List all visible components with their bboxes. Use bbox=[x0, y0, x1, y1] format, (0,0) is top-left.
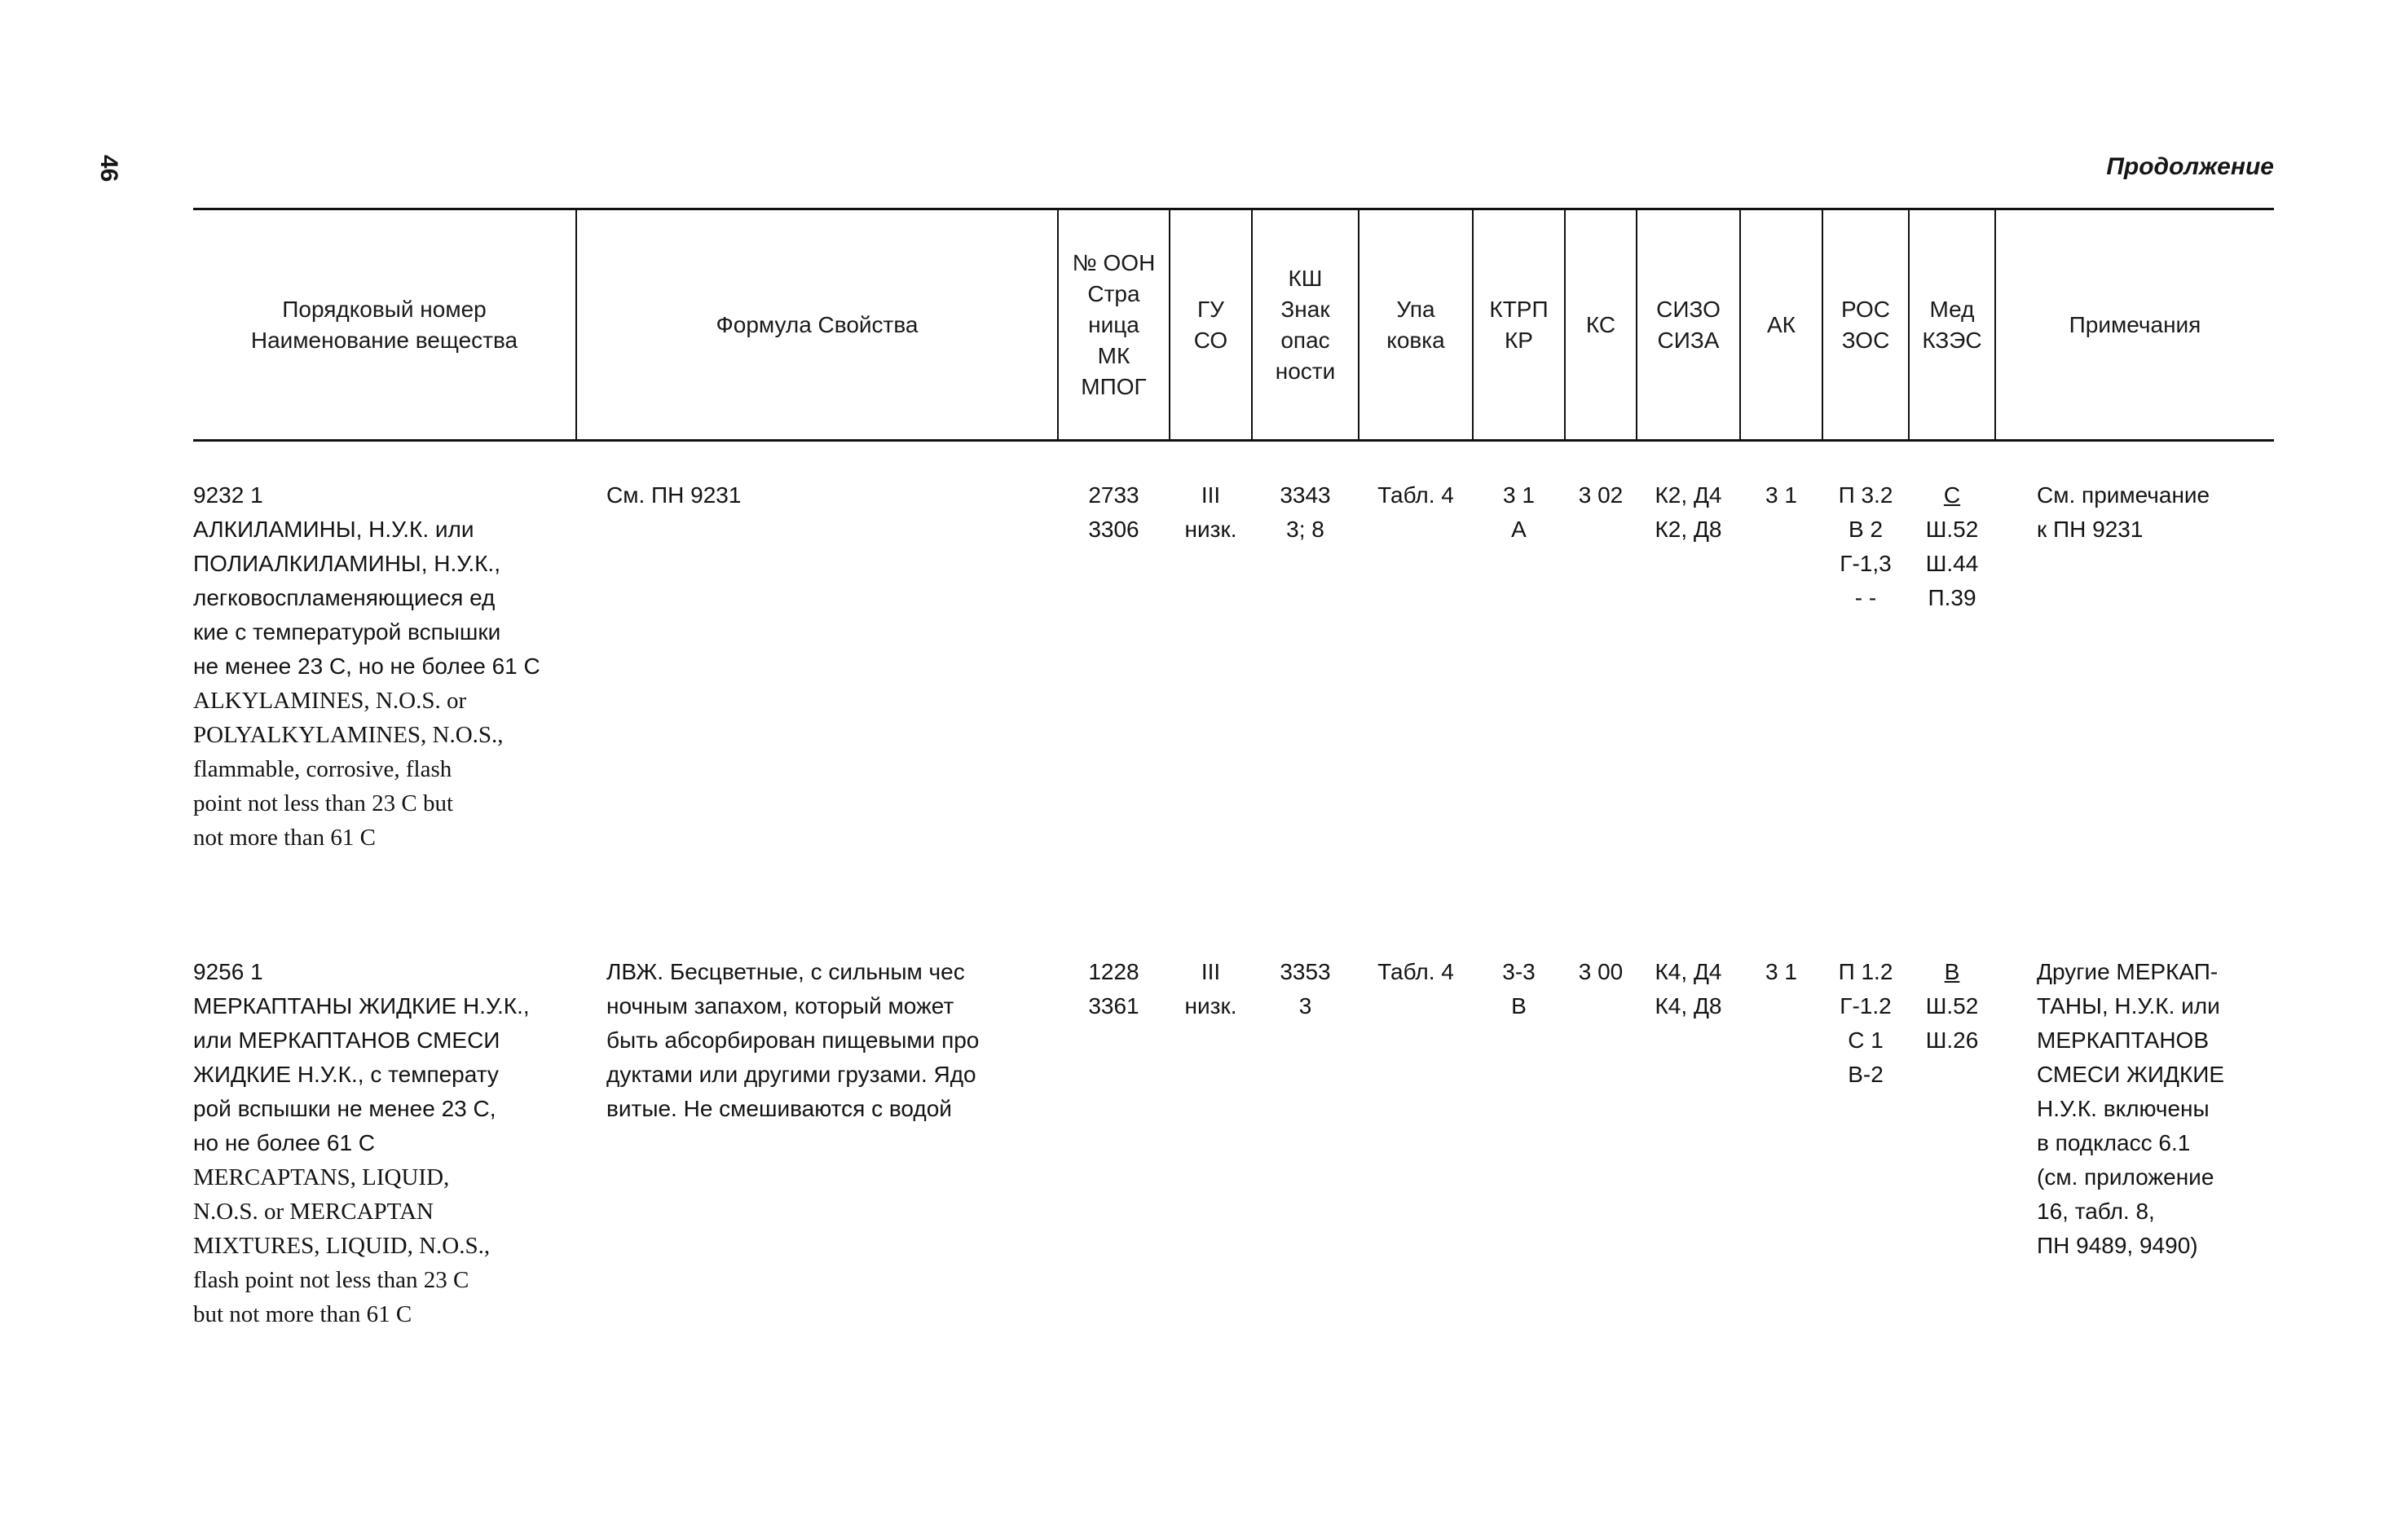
un-number: 1228 3361 bbox=[1088, 959, 1139, 1019]
row-number: 9232 1 bbox=[193, 482, 263, 508]
header-ktrp: КТРП КР bbox=[1489, 296, 1549, 353]
ksh-value: 3353 3 bbox=[1280, 959, 1331, 1019]
formula-properties: См. ПН 9231 bbox=[606, 482, 742, 508]
un-number: 2733 3306 bbox=[1088, 482, 1139, 542]
header-ksh: КШ Знак опас ности bbox=[1275, 265, 1336, 384]
med-top-value: С bbox=[1943, 482, 1961, 508]
notes-value: См. примечание к ПН 9231 bbox=[2037, 482, 2210, 542]
ak-value: 3 1 bbox=[1765, 959, 1797, 984]
gu-value: III низк. bbox=[1184, 482, 1237, 542]
substance-name-en: MERCAPTANS, LIQUID, N.O.S. or MERCAPTAN MIXTURES, LIQUID, N.O.S., flash point not less than 23 C but not more than 61 C bbox=[193, 1164, 491, 1327]
header-notes: Примечания bbox=[2069, 311, 2201, 337]
ks-value: 3 00 bbox=[1578, 959, 1624, 984]
notes-value: Другие МЕРКАП- ТАНЫ, Н.У.К. или МЕРКАПТАНОВ СМЕСИ ЖИДКИЕ Н.У.К. включены в подкласс 6.1 (см. приложение 16, табл. 8, ПН 9489, 9490) bbox=[2037, 959, 2225, 1258]
packaging-value: Табл. 4 bbox=[1377, 482, 1454, 508]
header-formula: Формула Свойства bbox=[716, 311, 919, 337]
substance-name-ru: АЛКИЛАМИНЫ, Н.У.К. или ПОЛИАЛКИЛАМИНЫ, Н.У.К., легковоспламеняющиеся ед кие с температурой вспышки не менее 23 С, но не более 61 С bbox=[193, 517, 540, 679]
row-number: 9256 1 bbox=[193, 959, 263, 984]
sizo-value: К2, Д4 К2, Д8 bbox=[1655, 482, 1722, 542]
ak-value: 3 1 bbox=[1765, 482, 1797, 508]
sizo-value: К4, Д4 К4, Д8 bbox=[1655, 959, 1722, 1019]
ktrp-value: 3-3 В bbox=[1502, 959, 1536, 1019]
header-ros: РОС ЗОС bbox=[1840, 296, 1891, 353]
ros-value: П 1.2 Г-1.2 С 1 В-2 bbox=[1838, 959, 1893, 1087]
substance-name-en: ALKYLAMINES, N.O.S. or POLYALKYLAMINES, N.O.S., flammable, corrosive, flash point not less than 23 C but not more than 61 C bbox=[193, 688, 504, 851]
header-un-number: № ООН Стра ница МК МПОГ bbox=[1072, 249, 1156, 399]
ks-value: 3 02 bbox=[1578, 482, 1624, 508]
header-ks: КС bbox=[1585, 311, 1616, 337]
page-number: 46 bbox=[95, 155, 122, 183]
header-gu: ГУ СО bbox=[1193, 296, 1228, 353]
table-header-bottom-rule bbox=[193, 439, 2274, 442]
header-sizo: СИЗО СИЗА bbox=[1656, 296, 1721, 353]
formula-properties: ЛВЖ. Бесцветные, с сильным чес ночным запахом, который может быть абсорбирован пищевыми про дуктами или другими грузами. Ядо витые. Не смешиваются с водой bbox=[606, 959, 980, 1121]
substance-name-ru: МЕРКАПТАНЫ ЖИДКИЕ Н.У.К., или МЕРКАПТАНОВ СМЕСИ ЖИДКИЕ Н.У.К., с температу рой вспышки не менее 23 С, но не более 61 С bbox=[193, 993, 530, 1155]
ktrp-value: 3 1 А bbox=[1503, 482, 1535, 542]
packaging-value: Табл. 4 bbox=[1377, 959, 1454, 984]
header-packaging: Упа ковка bbox=[1386, 296, 1445, 353]
header-ak: АК bbox=[1767, 311, 1796, 337]
gu-value: III низк. bbox=[1184, 959, 1237, 1019]
ksh-value: 3343 3; 8 bbox=[1280, 482, 1331, 542]
med-value: Ш.52 Ш.44 П.39 bbox=[1925, 517, 1979, 610]
header-number-name: Порядковый номер Наименование вещества bbox=[250, 296, 518, 353]
continuation-label: Продолжение bbox=[2106, 153, 2274, 180]
ros-value: П 3.2 В 2 Г-1,3 - - bbox=[1838, 482, 1893, 610]
med-top-value: В bbox=[1944, 959, 1960, 984]
med-value: Ш.52 Ш.26 bbox=[1925, 993, 1979, 1053]
header-med: Мед КЗЭС bbox=[1922, 296, 1982, 353]
